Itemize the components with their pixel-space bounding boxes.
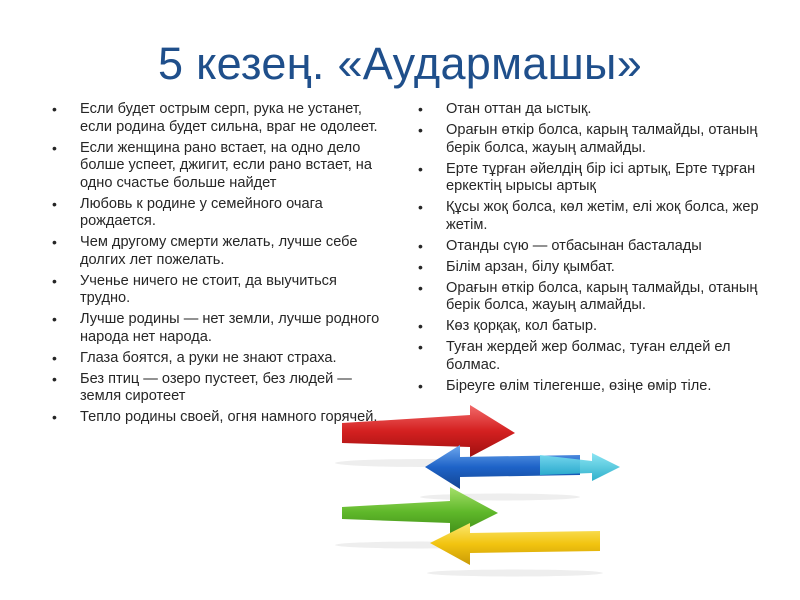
proverb-text: Орағын өткір болса, карың талмайды, отаның берік болса, жауың алмайды. (446, 279, 758, 313)
arrows-illustration (330, 405, 800, 600)
bullet-icon: • (418, 339, 423, 355)
proverb-text: Любовь к родине у семейного очага рождается. (80, 195, 323, 229)
proverb-item (52, 101, 380, 136)
bullet-icon: • (418, 101, 423, 117)
slide-title: 5 кезең. «Аудармашы» (157, 38, 643, 89)
proverb-text: Құсы жоқ болса, көл жетім, елі жоқ болса, жер жетім. (446, 199, 759, 233)
bullet-icon: • (418, 377, 423, 394)
proverb-item (418, 199, 763, 234)
proverb-item (418, 280, 763, 315)
proverb-item (52, 350, 380, 368)
proverb-text: Отан оттан да ыстық. (446, 101, 592, 117)
bullet-icon: • (52, 409, 57, 425)
proverb-item (418, 161, 763, 196)
proverb-text: Глаза боятся, а руки не знают страха. (80, 349, 337, 366)
bullet-icon: • (52, 311, 57, 327)
bullet-icon: • (52, 370, 57, 387)
proverb-text: Көз қорқақ, кол батыр. (446, 318, 598, 334)
proverb-item (52, 311, 380, 346)
proverb-text: Отанды сүю — отбасынан басталады (446, 237, 702, 254)
bullet-icon: • (418, 237, 423, 254)
bullet-icon: • (418, 199, 423, 215)
proverb-text: Ученье ничего не стоит, да выучиться трудно. (80, 272, 337, 306)
bullet-icon: • (418, 160, 423, 177)
proverb-text: Чем другому смерти желать, лучше себе долгих лет пожелать. (80, 234, 358, 268)
proverb-item (418, 378, 763, 396)
russian-proverbs-list (52, 101, 380, 430)
proverb-item (418, 339, 763, 374)
proverb-text: Біреуге өлім тілегенше, өзіңе өмір тіле. (446, 377, 712, 394)
proverb-item (418, 238, 763, 256)
proverb-item (52, 234, 380, 269)
proverb-item (52, 371, 380, 406)
proverb-text: Без птиц — озеро пустеет, без людей — земля сиротеет (80, 370, 352, 404)
proverb-item (52, 140, 380, 193)
proverb-item (52, 273, 380, 308)
proverb-item (418, 318, 763, 336)
bullet-icon: • (418, 122, 423, 138)
bullet-icon: • (418, 279, 423, 296)
proverb-text: Орағын өткір болса, карың талмайды, отаның берік болса, жауың алмайды. (446, 122, 758, 156)
proverb-item (418, 259, 763, 277)
bullet-icon: • (418, 258, 423, 275)
proverb-item (418, 101, 763, 119)
bullet-icon: • (52, 101, 57, 117)
proverb-text: Туған жердей жер болмас, туған елдей ел болмас. (446, 339, 731, 373)
bullet-icon: • (52, 139, 57, 156)
proverb-text: Ерте тұрған әйелдің бір ісі артық, Ерте тұрған еркектің ырысы артық (446, 160, 756, 194)
proverb-text: Если женщина рано встает, на одно дело болше успеет, джигит, если рано встает, на одно счастье больше найдет (80, 139, 372, 191)
proverb-text: Лучше родины — нет земли, лучше родного народа нет народа. (80, 311, 380, 345)
proverb-text: Если будет острым серп, рука не устанет, если родина будет сильна, враг не одолеет. (80, 101, 378, 135)
bullet-icon: • (52, 272, 57, 289)
proverb-text: Тепло родины своей, огня намного горячей. (80, 409, 378, 425)
bullet-icon: • (418, 318, 423, 334)
proverb-item (52, 196, 380, 231)
bullet-icon: • (52, 234, 57, 250)
proverb-text: Білім арзан, білу қымбат. (446, 258, 615, 275)
proverb-item (418, 122, 763, 157)
kazakh-proverbs-list (418, 101, 763, 399)
bullet-icon: • (52, 195, 57, 212)
bullet-icon: • (52, 349, 57, 366)
